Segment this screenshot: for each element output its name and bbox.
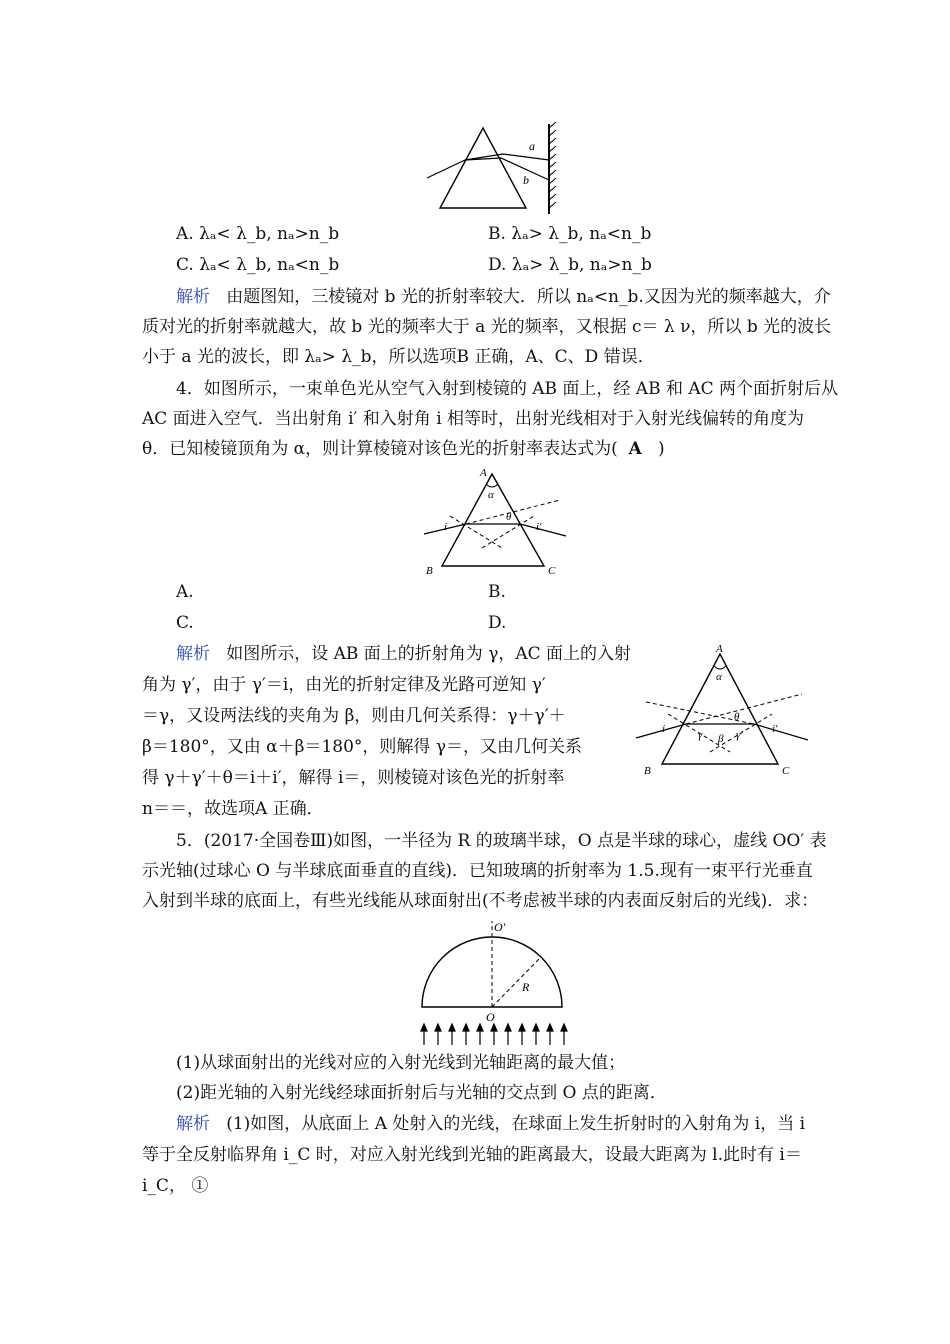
q3-option-d: D. λₐ> λ_b, nₐ>n_b <box>488 255 652 275</box>
theta-label: θ <box>734 711 740 723</box>
radius-line <box>492 957 541 1007</box>
ray-b-label: b <box>523 173 529 187</box>
prism-mirror-figure <box>425 120 565 216</box>
i-prime-label: i′ <box>536 521 542 533</box>
q3-analysis-text-1: 由题图知，三棱镜对 b 光的折射率较大．所以 nₐ<n_b.又因为光的频率越大，介 <box>226 287 831 307</box>
vertex-a-label: A <box>716 643 723 655</box>
q3-option-c: C. λₐ< λ_b, nₐ<n_b <box>176 255 340 275</box>
q5-sub-question-1: (1)从球面射出的光线对应的入射光线到光轴距离的最大值； <box>176 1053 626 1073</box>
q5-stem-line-3: 入射到半球的底面上，有些光线能从球面射出(不考虑被半球的内表面反射后的光线)．求： <box>142 891 819 911</box>
vertex-a-label: A <box>480 467 487 479</box>
q5-stem-line-1: 5．(2017·全国卷Ⅲ)如图，一半径为 R 的玻璃半球，O 点是半球的球心，虚线 OO′ 表 <box>176 831 827 851</box>
i-label: i <box>444 521 448 533</box>
vertex-c-label: C <box>548 565 556 577</box>
q4-analysis-line-5: 得 γ＋γ′＋θ＝i＋i′，解得 i＝，则棱镜对该色光的折射率 <box>142 768 565 788</box>
q3-analysis-line-2: 质对光的折射率就越大，故 b 光的频率大于 a 光的频率，又根据 c＝ λ ν，所以 b 光的波长 <box>142 317 832 337</box>
alpha-arc <box>714 666 726 669</box>
q3-analysis-line-3: 小于 a 光的波长，即 λₐ> λ_b，所以选项B 正确，A、C、D 错误． <box>142 347 655 367</box>
prism-triangle <box>440 128 526 208</box>
q4-stem-line-3 <box>142 438 665 460</box>
theta-label: θ <box>506 511 512 523</box>
gamma-prime-label: γ′ <box>736 729 743 741</box>
prism-analysis-figure <box>632 640 812 778</box>
analysis-label: 解析 <box>176 1114 210 1134</box>
o-label: O <box>486 1010 495 1024</box>
r-label: R <box>522 980 530 994</box>
q4-analysis-text-1: 如图所示，设 AB 面上的折射角为 γ，AC 面上的入射 <box>226 644 632 664</box>
parallel-light-arrows <box>421 1024 567 1045</box>
vertex-b-label: B <box>426 565 433 577</box>
q4-analysis-line-3: ＝γ，又设两法线的夹角为 β，则由几何关系得：γ＋γ′＋ <box>142 706 566 726</box>
incident-ray <box>636 724 686 738</box>
i-label: i <box>662 723 666 735</box>
q4-analysis-line-4: β＝180°，又由 α＋β＝180°，则解得 γ＝，又由几何关系 <box>142 737 582 757</box>
q5-sub-question-2: (2)距光轴的入射光线经球面折射后与光轴的交点到 O 点的距离． <box>176 1083 667 1103</box>
q5-analysis-line-1 <box>176 1113 805 1135</box>
q4-analysis-line-6: n＝＝，故选项A 正确． <box>142 799 324 819</box>
analysis-label: 解析 <box>176 644 210 664</box>
q4-stem-line-2: AC 面进入空气．当出射角 i′ 和入射角 i 相等时，出射光线相对于入射光线偏转的角度为 <box>142 409 805 429</box>
vertex-b-label: B <box>644 765 651 777</box>
hemisphere-figure <box>414 915 574 1047</box>
ray-a-label: a <box>529 139 535 153</box>
q5-analysis-text-1: (1)如图，从底面上 A 处射入的光线，在球面上发生折射时的入射角为 i，当 i <box>226 1114 806 1134</box>
prism-deviation-figure <box>420 464 570 580</box>
mirror-hatching <box>549 122 556 208</box>
alpha-label: α <box>488 489 494 501</box>
q4-option-a: A. <box>176 582 194 602</box>
q5-analysis-line-3: i_C， ① <box>142 1176 209 1196</box>
incident-ray <box>427 160 465 178</box>
gamma-label: γ <box>698 729 703 741</box>
analysis-label: 解析 <box>176 287 210 307</box>
q3-option-a: A. λₐ< λ_b, nₐ>n_b <box>176 224 340 244</box>
alpha-arc <box>486 484 498 487</box>
q5-analysis-line-2: 等于全反射临界角 i_C 时，对应入射光线到光轴的距离最大，设最大距离为 l.此时有 i＝ <box>142 1145 802 1165</box>
alpha-label: α <box>716 671 722 683</box>
ray-b <box>465 158 549 180</box>
q4-option-c: C. <box>176 613 194 633</box>
normal-left <box>450 516 502 548</box>
q4-analysis-line-2: 角为 γ′，由于 γ′＝i，由光的折射定律及光路可逆知 γ′ <box>142 675 546 695</box>
o-prime-label: O′ <box>494 920 506 934</box>
q5-stem-line-2: 示光轴(过球心 O 与半球底面垂直的直线)．已知玻璃的折射率为 1.5.现有一束平行光垂直 <box>142 861 813 881</box>
i-prime-label: i′ <box>772 723 778 735</box>
q4-option-b: B. <box>488 582 506 602</box>
q3-analysis-line-1 <box>176 286 831 308</box>
q4-analysis-line-1 <box>176 643 631 665</box>
q4-stem-text-3: θ．已知棱镜顶角为 α，则计算棱镜对该色光的折射率表达式为( <box>142 439 618 459</box>
exit-ray <box>520 524 566 536</box>
exit-ray <box>754 724 808 740</box>
q4-stem-line-1: 4．如图所示，一束单色光从空气入射到棱镜的 AB 面上，经 AB 和 AC 两个面折射后从 <box>176 379 839 399</box>
q3-option-b: B. λₐ> λ_b, nₐ<n_b <box>488 224 652 244</box>
beta-label: β <box>718 733 724 745</box>
q4-option-d: D. <box>488 613 507 633</box>
q4-stem-close: ) <box>657 439 665 459</box>
q4-answer: A <box>628 439 642 459</box>
vertex-c-label: C <box>782 765 790 777</box>
